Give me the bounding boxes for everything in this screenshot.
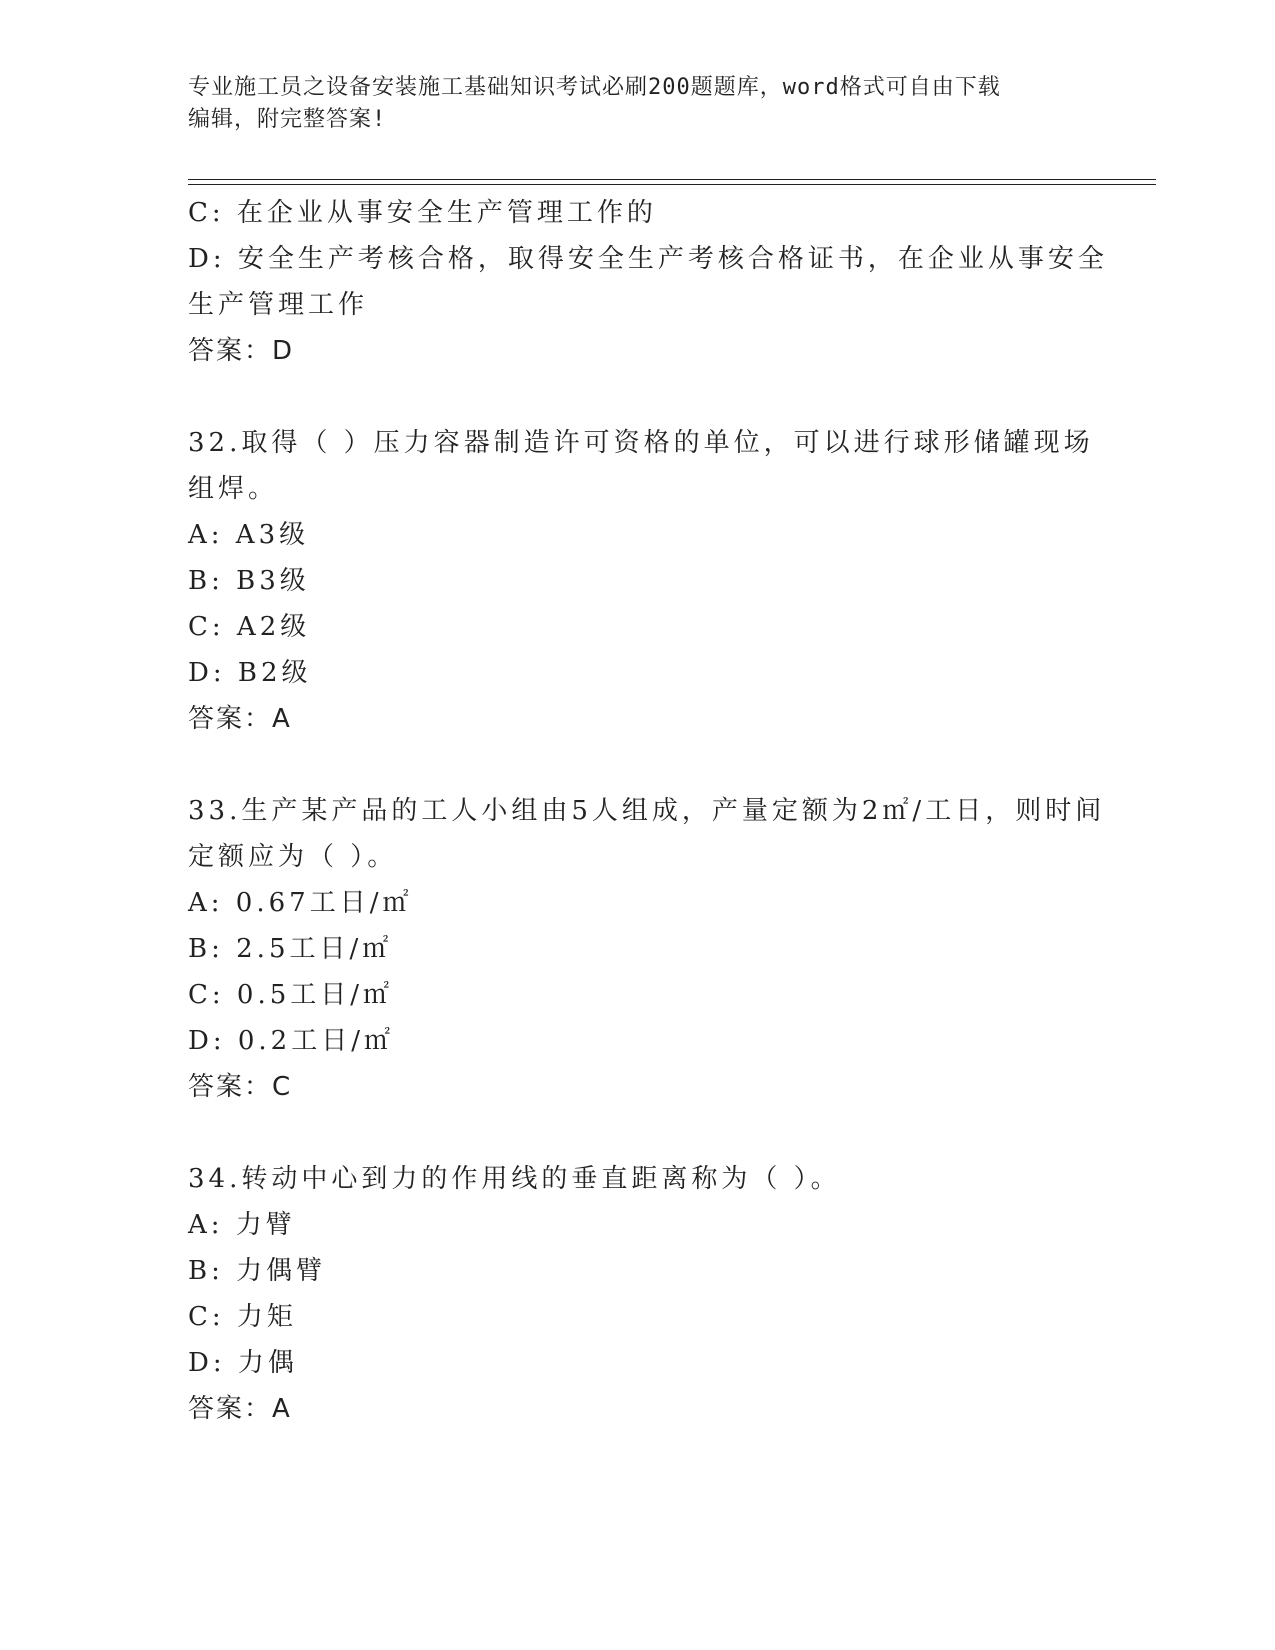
question-32 [188,420,1094,742]
option-d: D: 0.2工日/㎡ [188,1026,394,1056]
option-c: C: 0.5工日/㎡ [188,980,394,1010]
spacer [188,1110,1088,1156]
option-c: C: A2级 [188,612,311,642]
option-d: D: 力偶 [188,1348,298,1378]
question-33 [188,788,1106,1110]
question-34 [188,1156,1088,1432]
option-a: A: 力臂 [188,1210,296,1240]
option-c: C: 力矩 [188,1302,297,1332]
question-stem-line-2: 定额应为（ ）。 [188,842,398,872]
option-b: B: B3级 [188,566,310,596]
option-d-line-1: D: 安全生产考核合格，取得安全生产考核合格证书，在企业从事安全 [188,244,1108,274]
header-title-line-2: 编辑，附完整答案! [188,107,387,132]
answer: 答案：A [188,1394,292,1424]
question-stem-line-1: 34.转动中心到力的作用线的垂直距离称为（ ）。 [188,1164,841,1194]
header-divider-top [188,179,1156,180]
option-b: B: 2.5工日/㎡ [188,934,393,964]
spacer [188,374,1088,420]
spacer [188,742,1088,788]
header-divider-bottom [188,184,1156,185]
answer: 答案：C [188,1072,293,1102]
document-body [188,190,1108,1432]
header-title-line-1: 专业施工员之设备安装施工基础知识考试必刷200题题库，word格式可自由下载 [188,75,1001,100]
question-stem-line-1: 33.生产某产品的工人小组由5人组成，产量定额为2㎡/工日，则时间 [188,796,1106,826]
option-a: A: 0.67工日/㎡ [188,888,413,918]
option-c: C: 在企业从事安全生产管理工作的 [188,198,657,228]
question-stem-line-2: 组焊。 [188,474,279,504]
answer: 答案：A [188,704,292,734]
previous-question-tail [188,190,1108,374]
answer: 答案：D [188,336,295,366]
option-d-line-2: 生产管理工作 [188,290,369,320]
option-b: B: 力偶臂 [188,1256,327,1286]
option-d: D: B2级 [188,658,312,688]
document-header [188,72,1088,136]
question-stem-line-1: 32.取得（ ）压力容器制造许可资格的单位，可以进行球形储罐现场 [188,428,1094,458]
option-a: A: A3级 [188,520,310,550]
